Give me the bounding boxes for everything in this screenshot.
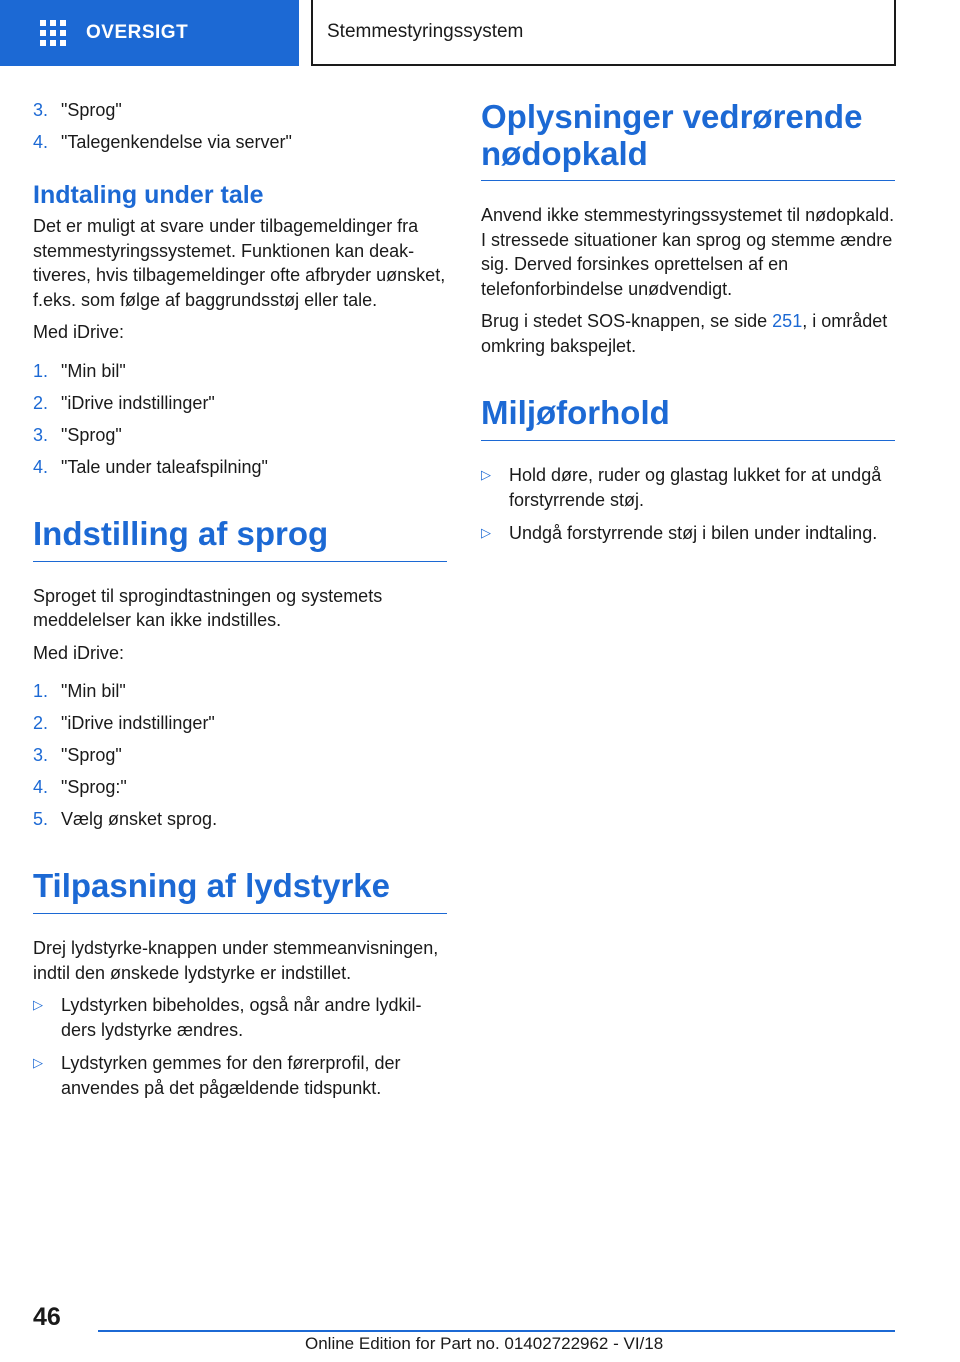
page-link[interactable]: 251	[772, 311, 803, 331]
numbered-list-indtaling	[33, 359, 447, 479]
paragraph-sprog: Sproget til sprogindtastningen og systemets meddelelser kan ikke indstilles.	[33, 585, 383, 630]
paragraph-noedopkald: Anvend ikke stemmestyringssystemet til nødopkald. I stressede situationer kan sprog og stemme ændre sig. Derved forsinkes oprettelsen af en telefonforbindelse unødvendigt.	[481, 205, 895, 299]
footer-edition: Online Edition for Part no. 01402722962 - VI/18	[305, 1334, 664, 1353]
heading-indstilling-af-sprog: Indstilling af sprog	[33, 515, 447, 562]
list-item: 3. "Sprog"	[33, 100, 122, 120]
paragraph-sos: Brug i stedet SOS-knappen, se side 251, i området omkring bakspejlet.	[481, 311, 888, 356]
list-item: 3. "Sprog"	[33, 745, 122, 765]
footer-divider	[98, 1330, 895, 1332]
heading-tilpasning-af-lydstyrke: Tilpasning af lydstyrke	[33, 867, 447, 914]
paragraph-indtaling: Det er muligt at svare under tilbagemeldinger fra stemmestyringssystemet. Funktionen kan deaktiveres, hvis tilbagemeldinger ofte afbryder uønsket, f.eks. som følge af baggrundsstøj eller tale.	[33, 216, 446, 310]
list-item: 3. "Sprog"	[33, 424, 122, 445]
top-bar	[0, 0, 960, 66]
numbered-list-sprog	[33, 679, 447, 831]
list-item: ▷ Undgå forstyrrende støj i bilen under indtaling.	[481, 521, 895, 546]
page-number: 46	[33, 1303, 61, 1331]
list-item: ▷ Lydstyrken gemmes for den førerprofil, der anvendes på det pågældende tidspunkt.	[33, 1051, 447, 1100]
triangle-bullet-icon: ▷	[33, 1055, 43, 1070]
list-item: ▷ Hold døre, ruder og glastag lukket for at undgå forstyrrende støj.	[481, 463, 895, 512]
list-item: 2. "iDrive indstillinger"	[33, 392, 215, 413]
heading-miljoeforhold: Miljøforhold	[481, 394, 895, 441]
grid-menu-icon	[40, 20, 66, 46]
numbered-list-top	[33, 98, 447, 154]
list-item: ▷ Lydstyrken bibeholdes, også når andre lydkilders lydstyrke ændres.	[33, 993, 447, 1042]
triangle-bullet-icon: ▷	[481, 525, 491, 540]
heading-noedopkald: Oplysninger vedrørende nødopkald	[481, 98, 895, 181]
list-item: 4. "Tale under taleafspilning"	[33, 456, 268, 477]
left-column	[33, 98, 447, 1109]
bullet-list-miljoe	[481, 463, 895, 546]
triangle-bullet-icon: ▷	[33, 997, 43, 1012]
list-item: 2. "iDrive indstillinger"	[33, 713, 215, 733]
list-item: 1. "Min bil"	[33, 360, 126, 381]
paragraph-med-idrive: Med iDrive:	[33, 322, 125, 342]
heading-indtaling: Indtaling under tale	[33, 181, 264, 209]
list-item: 4. "Sprog:"	[33, 777, 127, 797]
paragraph-lydstyrke: Drej lydstyrke-knappen under stemmeanvisningen, indtil den ønskede lydstyrke er indstillet.	[33, 938, 439, 983]
bullet-list-lydstyrke	[33, 993, 447, 1100]
list-item: 4. "Talegenkendelse via server"	[33, 132, 292, 152]
list-item: 1. "Min bil"	[33, 681, 126, 701]
tab-overview[interactable]	[0, 0, 299, 66]
paragraph-med-idrive: Med iDrive:	[33, 642, 125, 663]
tab-section-title[interactable]: Stemmestyringssystem	[311, 0, 896, 66]
triangle-bullet-icon: ▷	[481, 467, 491, 482]
list-item: 5. Vælg ønsket sprog.	[33, 809, 218, 829]
tab-overview-label: OVERSIGT	[86, 22, 189, 43]
right-column	[481, 98, 895, 555]
